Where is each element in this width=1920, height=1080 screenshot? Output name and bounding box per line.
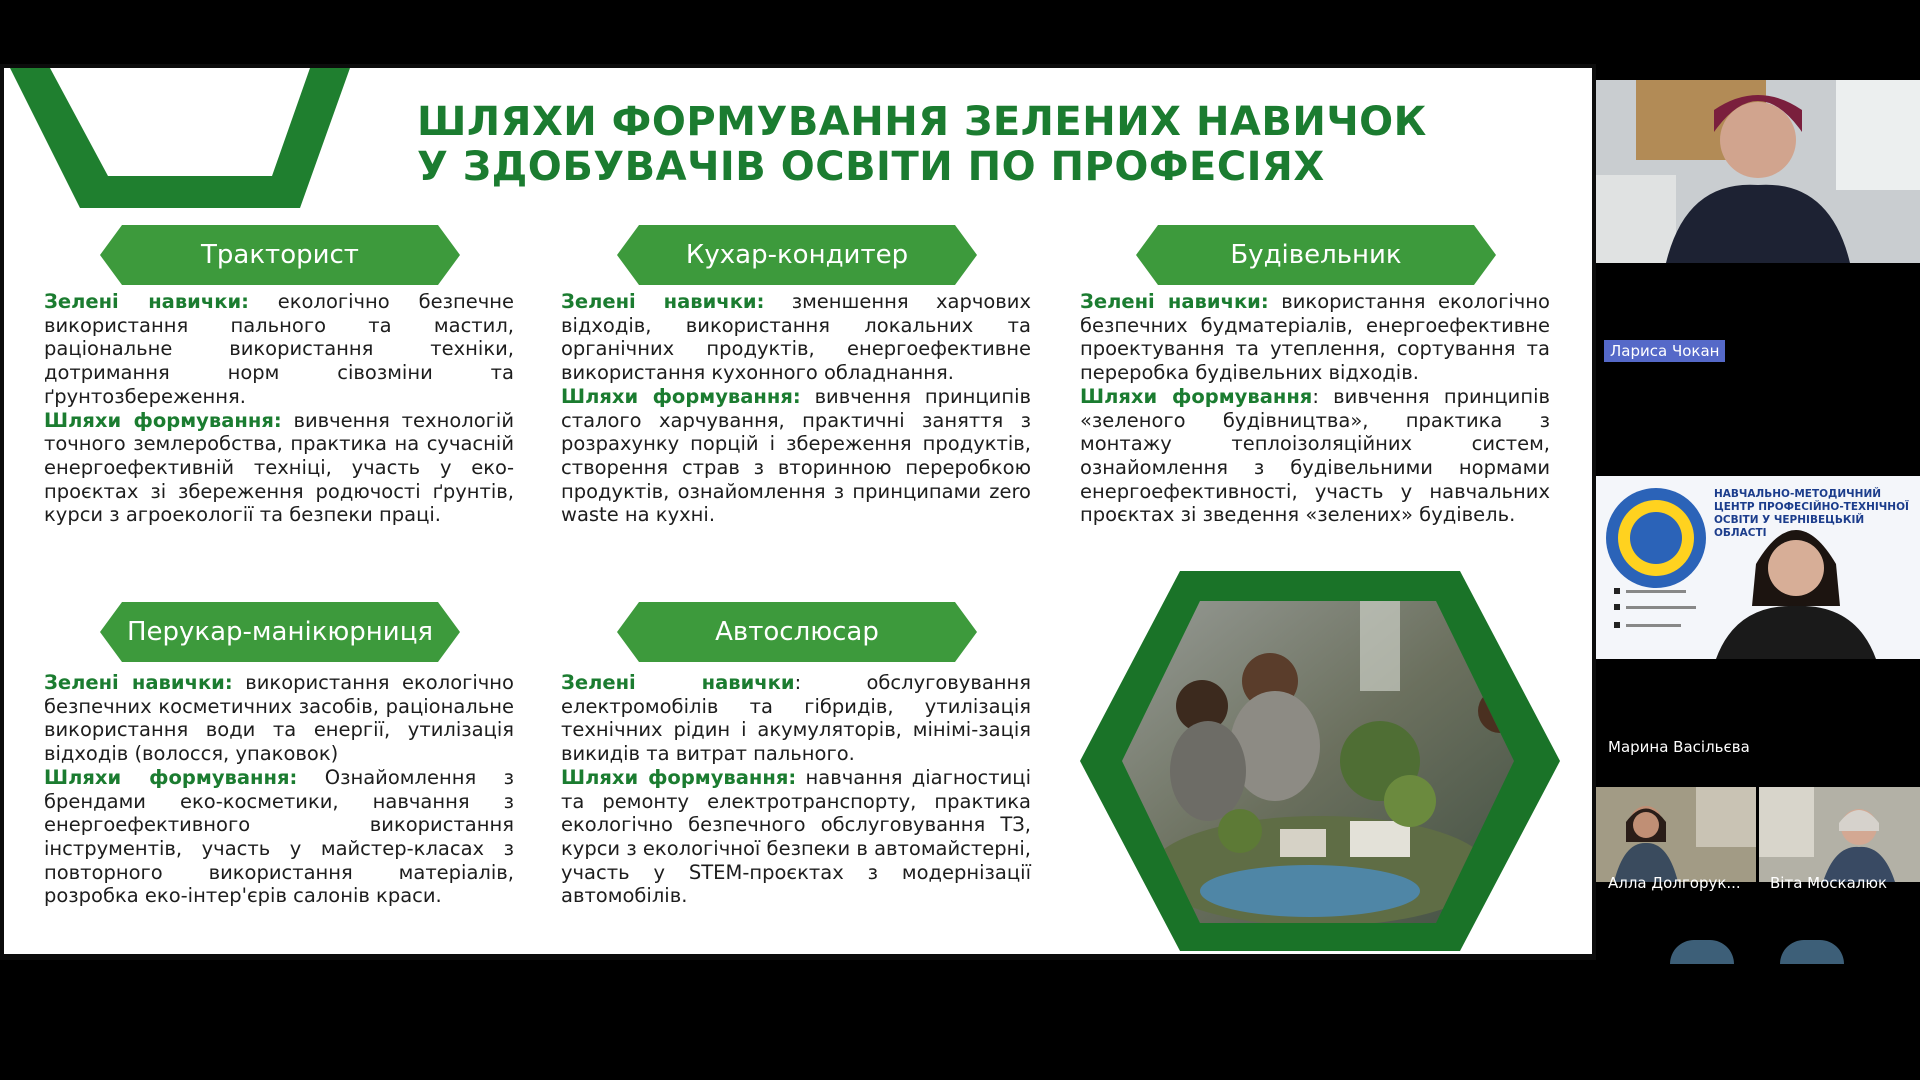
banner-kukhar: Кухар-кондитер xyxy=(617,225,977,285)
hexagon-photo xyxy=(1080,571,1560,955)
video-tile-maryna[interactable] xyxy=(1596,476,1920,659)
center-logo-text: НАВЧАЛЬНО-МЕТОДИЧНИЙ ЦЕНТР ПРОФЕСІЙНО-ТЕХНІЧНОЇ ОСВІТИ У ЧЕРНІВЕЦЬКІЙ ОБЛАСТІ xyxy=(1714,488,1909,539)
banner-traktoryst: Тракторист xyxy=(100,225,460,285)
slide-title: ШЛЯХИ ФОРМУВАННЯ ЗЕЛЕНИХ НАВИЧОК У ЗДОБУВАЧІВ ОСВІТИ ПО ПРОФЕСІЯХ xyxy=(417,99,1427,190)
avatar-bubble[interactable] xyxy=(1670,940,1734,964)
text-kukhar: Зелені навички: зменшення харчових відходів, використання локальних та органічних продуктів, енергоефективне використання кухонного обладнання. Шляхи формування: вивчення принципів сталого харчування, практичні заняття з розрахунку порцій і збереження продуктів, створення страв з вторинною переробкою продуктів, ознайомлення з принципами zero waste на кухні. xyxy=(561,290,1031,527)
text-perukar: Зелені навички: використання екологічно безпечних косметичних засобів, раціональне використання води та енергії, утилізація відходів (волосся, упаковок) Шляхи формування: Ознайомлення з брендами еко-косметики, навчання з енергоефективного використання інструментів, участь у майстер-класах з повторного використання матеріалів, розробка еко-інтер'єрів салонів краси. xyxy=(44,671,514,908)
banner-perukar: Перукар-манікюрниця xyxy=(100,602,460,662)
text-avtosliusar: Зелені навички: обслуговування електромобілів та гібридів, утилізація технічних рідин і акумуляторів, мінімі-зація викидів та витрат пального. Шляхи формування: навчання діагностиці та ремонту електротранспорту, практика екологічно безпечного обслуговування ТЗ, курси з екологічної безпеки в автомайстерні, участь у STEM-проєктах з модернізації автомобілів. xyxy=(561,671,1031,908)
presentation-slide xyxy=(0,64,1596,960)
avatar-bubble[interactable] xyxy=(1780,940,1844,964)
text-budivelnyk: Зелені навички: використання екологічно безпечних будматеріалів, енергоефективне проектування та утеплення, сортування та переробка будівельних відходів. Шляхи формування: вивчення принципів «зеленого будівництва», практика з монтажу теплоізоляційних систем, ознайомлення з будівельними нормами енергоефективності, участь у навчальних проєктах зі зведення «зелених» будівель. xyxy=(1080,290,1551,527)
participant-name-alla: Алла Долгорук... xyxy=(1608,874,1741,892)
banner-avtosliusar: Автослюсар xyxy=(617,602,977,662)
banner-budivelnyk: Будівельник xyxy=(1136,225,1496,285)
video-tile-larysa[interactable] xyxy=(1596,80,1920,263)
participant-name-larysa: Лариса Чокан xyxy=(1604,340,1725,362)
video-tile-alla[interactable] xyxy=(1596,787,1756,882)
hexagon-decoration xyxy=(10,68,350,218)
participant-name-maryna: Марина Васільєва xyxy=(1608,738,1750,756)
text-traktoryst: Зелені навички: екологічно безпечне використання пального та мастил, раціональне використання техніки, дотримання норм сівозміни та ґрунтозбереження. Шляхи формування: вивчення технологій точного землеробства, практика на сучасній енергоефективній техніці, участь у еко-проєктах зі збереження родючості ґрунтів, курси з агроекології та безпеки праці. xyxy=(44,290,514,527)
video-tile-vita[interactable] xyxy=(1759,787,1920,882)
participant-name-vita: Віта Москалюк xyxy=(1770,874,1888,892)
